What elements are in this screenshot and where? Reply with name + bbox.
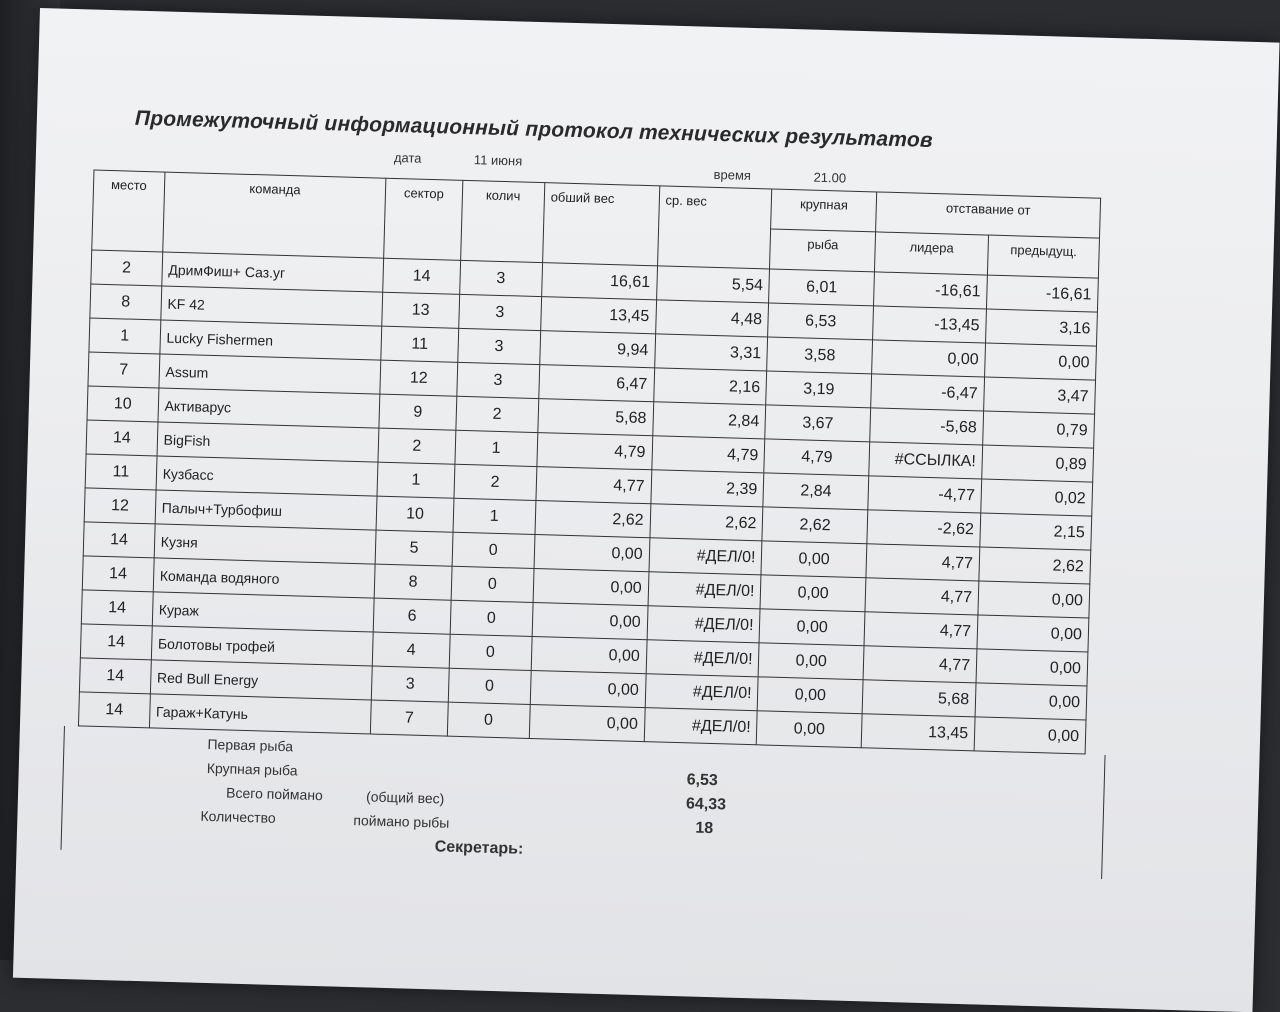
cell-avg-weight: 2,62 (650, 504, 764, 541)
cell-lag-prev: 0,89 (982, 445, 1094, 482)
cell-place: 14 (86, 420, 158, 456)
cell-fish-count: 2 (454, 464, 537, 500)
cell-lag-prev: 3,47 (984, 377, 1096, 414)
cell-lag-leader: 4,77 (864, 612, 978, 649)
cell-total-weight: 2,62 (535, 501, 651, 538)
quantity-label: Количество (200, 807, 276, 826)
cell-lag-leader: -13,45 (872, 306, 986, 343)
cell-sector: 13 (382, 292, 459, 328)
header-big-fish: крупная (771, 189, 876, 232)
quantity-note: поймано рыбы (353, 812, 450, 831)
first-fish-label: Первая рыба (207, 735, 294, 755)
header-avg-weight: ср. вес (657, 186, 772, 269)
cell-avg-weight: #ДЕЛ/0! (647, 606, 761, 643)
cell-total-weight: 0,00 (532, 602, 648, 639)
cell-avg-weight: 3,31 (654, 334, 768, 371)
cell-big-fish: 2,84 (763, 473, 868, 510)
cell-big-fish: 4,79 (764, 439, 869, 476)
cell-lag-leader: 5,68 (862, 680, 976, 717)
cell-big-fish: 0,00 (759, 643, 864, 680)
cell-sector: 2 (378, 428, 455, 464)
cell-avg-weight: 4,79 (651, 436, 765, 473)
cell-team-name: BigFish (157, 422, 379, 462)
cell-team-name: Команда водяного (153, 558, 375, 598)
cell-lag-prev: 3,16 (986, 309, 1098, 346)
header-sector: сектор (384, 178, 463, 260)
cell-fish-count: 3 (458, 294, 541, 330)
cell-fish-count: 1 (453, 498, 536, 534)
header-big-fish-sub: рыба (770, 229, 875, 272)
cell-sector: 14 (383, 258, 460, 294)
cell-sector: 8 (374, 564, 451, 600)
cell-lag-leader: 4,77 (863, 646, 977, 683)
cell-fish-count: 0 (452, 532, 535, 568)
header-place: место (92, 170, 165, 252)
cell-team-name: Кузбасс (156, 456, 378, 496)
cell-avg-weight: #ДЕЛ/0! (649, 538, 763, 575)
cell-big-fish: 3,19 (766, 371, 871, 408)
date-label: дата (393, 149, 422, 166)
cell-big-fish: 0,00 (760, 609, 865, 646)
cell-big-fish: 6,53 (768, 303, 873, 340)
cell-place: 7 (88, 352, 160, 388)
cell-lag-leader: 13,45 (861, 714, 975, 751)
results-table (78, 170, 1101, 755)
cell-total-weight: 4,79 (537, 433, 653, 470)
header-lag: отставание от (875, 192, 1100, 238)
cell-fish-count: 0 (447, 702, 530, 738)
cell-total-weight: 0,00 (533, 569, 649, 606)
cell-place: 2 (91, 250, 163, 286)
cell-total-weight: 5,68 (538, 399, 654, 436)
cell-lag-leader: -16,61 (873, 272, 987, 309)
cell-lag-leader: -6,47 (871, 374, 985, 411)
header-lag-leader: лидера (874, 232, 988, 275)
cell-avg-weight: #ДЕЛ/0! (646, 640, 760, 677)
cell-team-name: Активарус (158, 388, 380, 428)
cell-place: 1 (89, 318, 161, 354)
cell-fish-count: 0 (451, 566, 534, 602)
cell-lag-prev: 0,02 (981, 479, 1093, 516)
cell-sector: 4 (373, 632, 450, 668)
header-count: колич (460, 180, 544, 262)
cell-fish-count: 0 (448, 668, 531, 704)
cell-place: 14 (82, 556, 154, 592)
cell-sector: 3 (372, 666, 449, 702)
cell-sector: 5 (375, 530, 452, 566)
cell-sector: 9 (379, 394, 456, 430)
cell-total-weight: 0,00 (534, 535, 650, 572)
header-lag-prev: предыдущ. (988, 235, 1100, 278)
cell-big-fish: 0,00 (758, 677, 863, 714)
cell-lag-prev: 0,00 (974, 717, 1086, 754)
cell-team-name: Red Bull Energy (150, 660, 372, 700)
cell-lag-prev: 2,62 (979, 547, 1091, 584)
cell-big-fish: 0,00 (761, 541, 866, 578)
cell-avg-weight: #ДЕЛ/0! (645, 674, 759, 711)
cell-lag-leader: -4,77 (868, 476, 982, 513)
cell-team-name: Lucky Fishermen (160, 320, 382, 360)
cell-big-fish: 0,00 (757, 711, 862, 748)
cell-lag-prev: 0,00 (978, 581, 1090, 618)
cell-lag-leader: 4,77 (866, 544, 980, 581)
cell-fish-count: 0 (450, 600, 533, 636)
cell-place: 8 (90, 284, 162, 320)
cell-fish-count: 3 (456, 362, 539, 398)
cell-sector: 12 (380, 360, 457, 396)
cell-big-fish: 0,00 (760, 575, 865, 612)
cell-place: 10 (87, 386, 159, 422)
big-fish-value: 6,53 (686, 771, 719, 790)
cell-fish-count: 0 (449, 634, 532, 670)
cell-total-weight: 0,00 (529, 704, 645, 741)
total-caught-label: Всего поймано (225, 784, 324, 804)
quantity-value: 18 (695, 819, 714, 838)
cell-lag-prev: 0,00 (977, 615, 1089, 652)
cell-avg-weight: 2,84 (652, 402, 766, 439)
cell-total-weight: 16,61 (541, 263, 657, 300)
cell-total-weight: 0,00 (531, 636, 647, 673)
cell-total-weight: 13,45 (540, 297, 656, 334)
cell-lag-prev: 0,00 (975, 683, 1087, 720)
total-caught-value: 64,33 (685, 795, 727, 814)
cell-sector: 10 (376, 496, 453, 532)
cell-team-name: Assum (159, 354, 381, 394)
total-caught-note: (общий вес) (365, 788, 445, 807)
cell-avg-weight: 2,16 (653, 368, 767, 405)
results-body (78, 250, 1098, 754)
cell-place: 14 (80, 624, 152, 660)
cell-lag-prev: 0,00 (976, 649, 1088, 686)
cell-lag-leader: 0,00 (871, 340, 985, 377)
time-value: 21.00 (813, 169, 847, 186)
cell-place: 12 (84, 488, 156, 524)
cell-team-name: Кузня (154, 524, 376, 564)
cell-sector: 1 (377, 462, 454, 498)
cell-sector: 11 (381, 326, 458, 362)
cell-team-name: KF 42 (161, 286, 383, 326)
cell-team-name: ДримФиш+ Саз.уг (161, 252, 383, 292)
big-fish-label: Крупная рыба (206, 759, 298, 779)
protocol-content (75, 106, 1115, 875)
date-value: 11 июня (473, 152, 523, 169)
cell-team-name: Гараж+Катунь (149, 694, 371, 734)
cell-big-fish: 6,01 (769, 269, 874, 306)
cell-avg-weight: 5,54 (656, 266, 770, 303)
cell-lag-leader: -5,68 (870, 408, 984, 445)
cell-lag-prev: 0,79 (983, 411, 1095, 448)
cell-lag-prev: -16,61 (987, 275, 1099, 312)
header-team: команда (162, 172, 386, 258)
cell-team-name: Кураж (152, 592, 374, 632)
cell-lag-prev: 2,15 (980, 513, 1092, 550)
header-total-weight: обший вес (542, 183, 659, 266)
document-title: Промежуточный информационный протокол технических результатов (134, 106, 934, 152)
cell-total-weight: 6,47 (539, 365, 655, 402)
cell-avg-weight: 2,39 (651, 470, 765, 507)
secretary-label: Секретарь: (434, 838, 524, 858)
time-label: время (713, 166, 752, 183)
cell-place: 14 (81, 590, 153, 626)
cell-lag-prev: 0,00 (985, 343, 1097, 380)
cell-lag-leader: 4,77 (865, 578, 979, 615)
cell-sector: 7 (371, 700, 448, 736)
cell-avg-weight: #ДЕЛ/0! (648, 572, 762, 609)
cell-total-weight: 0,00 (530, 670, 646, 707)
cell-place: 14 (83, 522, 155, 558)
cell-total-weight: 4,77 (536, 467, 652, 504)
cell-big-fish: 3,58 (767, 337, 872, 374)
cell-fish-count: 3 (459, 260, 542, 296)
cell-lag-leader: #ССЫЛКА! (869, 442, 983, 479)
cell-team-name: Болотовы трофей (151, 626, 373, 666)
cell-sector: 6 (373, 598, 450, 634)
cell-lag-leader: -2,62 (867, 510, 981, 547)
cell-team-name: Палыч+Турбофиш (155, 490, 377, 530)
cell-place: 11 (85, 454, 157, 490)
cell-avg-weight: 4,48 (655, 300, 769, 337)
cell-place: 14 (79, 658, 151, 694)
cell-fish-count: 2 (456, 396, 539, 432)
cell-big-fish: 3,67 (765, 405, 870, 442)
cell-fish-count: 3 (457, 328, 540, 364)
paper-sheet (13, 8, 1280, 1012)
cell-avg-weight: #ДЕЛ/0! (644, 708, 758, 745)
cell-place: 14 (78, 692, 150, 728)
cell-fish-count: 1 (455, 430, 538, 466)
cell-big-fish: 2,62 (762, 507, 867, 544)
cell-total-weight: 9,94 (540, 331, 656, 368)
